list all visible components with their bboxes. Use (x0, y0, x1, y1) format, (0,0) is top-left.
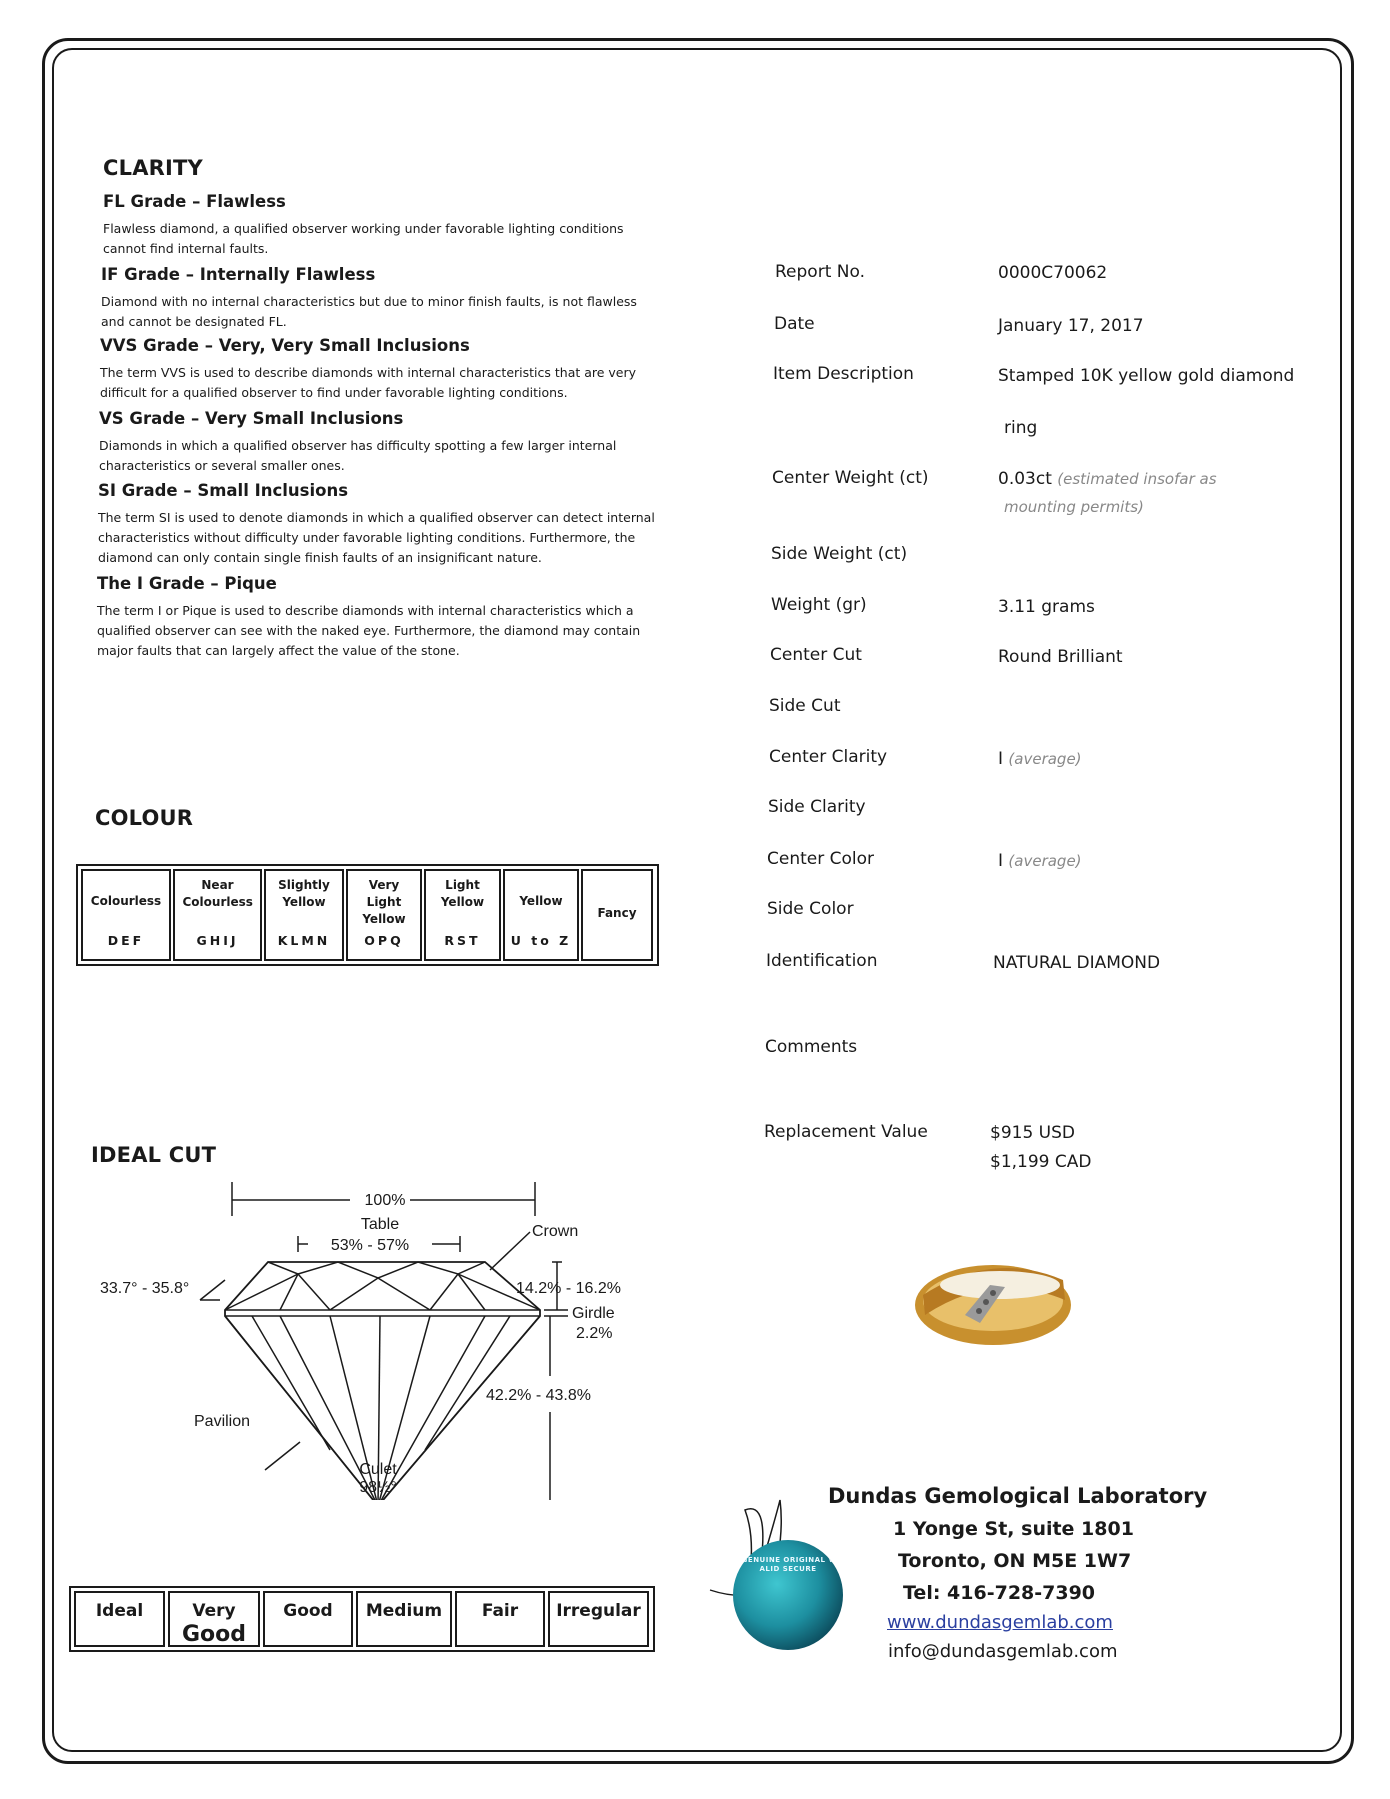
colour-grade: RST (444, 933, 481, 948)
report-value: NATURAL DIAMOND (993, 953, 1161, 973)
report-label: Side Cut (769, 696, 841, 716)
clarity-grade-title: IF Grade – Internally Flawless (101, 265, 376, 284)
lab-name: Dundas Gemological Laboratory (828, 1484, 1208, 1508)
cut-grade-cell: Irregular (548, 1591, 649, 1647)
colour-name: Near Colourless (182, 878, 253, 909)
report-label: Report No. (775, 262, 865, 282)
ideal-cut-heading: IDEAL CUT (91, 1143, 217, 1167)
colour-cell (503, 869, 579, 961)
report-label: Comments (765, 1037, 858, 1057)
cut-label-culet: Culet (359, 1461, 397, 1478)
colour-grade: KLMN (277, 933, 331, 948)
cut-grade-word: Very (192, 1601, 236, 1621)
clarity-grade-title: VVS Grade – Very, Very Small Inclusions (100, 336, 470, 355)
report-label: Item Description (773, 364, 914, 384)
colour-name: Yellow (519, 894, 563, 908)
report-label: Side Weight (ct) (771, 544, 908, 564)
cut-grade-cell-selected (168, 1591, 260, 1647)
clarity-grade-desc: Diamond with no internal characteristics but due to minor finish faults, is not flawless and cannot be designated FL. (101, 294, 637, 329)
ring-photo (905, 1245, 1080, 1355)
colour-cell (424, 869, 501, 961)
colour-name: Colourless (90, 894, 162, 908)
colour-grade: OPQ (364, 933, 404, 948)
report-value: Round Brilliant (998, 647, 1123, 667)
colour-cell (346, 869, 422, 961)
colour-grade: GHIJ (196, 933, 239, 948)
report-label: Side Clarity (768, 797, 866, 817)
cut-label-girdle-value: 2.2% (576, 1325, 613, 1342)
cut-grade-table (69, 1586, 655, 1652)
lab-address-line2: Toronto, ON M5E 1W7 (898, 1550, 1132, 1572)
clarity-grade-title: SI Grade – Small Inclusions (98, 481, 349, 500)
center-weight-value: 0.03ct (998, 469, 1052, 489)
lab-email: info@dundasgemlab.com (888, 1641, 1118, 1662)
lab-phone: Tel: 416-728-7390 (903, 1582, 1096, 1604)
colour-grade: DEF (107, 933, 145, 948)
center-weight-note-cont: mounting permits) (1004, 498, 1144, 516)
clarity-grade-desc: The term I or Pique is used to describe diamonds with internal characteristics which a qualified observer can see with the naked eye. Furthermore, the diamond may contain major faults that can largely affect the value of the stone. (97, 603, 641, 658)
clarity-grade-desc: The term VVS is used to describe diamonds with internal characteristics that are very difficult for a qualified observer to find under favorable lighting conditions. (100, 365, 637, 400)
report-value: 0000C70062 (998, 263, 1108, 283)
cut-label-crown-height: 14.2% - 16.2% (516, 1280, 621, 1297)
report-label: Center Color (767, 849, 875, 869)
clarity-grade-title: VS Grade – Very Small Inclusions (99, 409, 404, 428)
report-value (998, 469, 1217, 489)
report-value: Stamped 10K yellow gold diamond (998, 366, 1295, 386)
cut-grade-cell: Good (263, 1591, 353, 1647)
cut-label-width: 100% (364, 1192, 406, 1209)
cut-label-culet-block (354, 1461, 402, 1497)
cut-label-culet-value: 98½° (359, 1479, 397, 1496)
hologram-seal (733, 1540, 843, 1650)
colour-heading: COLOUR (95, 806, 194, 830)
report-label: Date (774, 314, 815, 334)
lab-address-line1: 1 Yonge St, suite 1801 (893, 1518, 1134, 1540)
colour-scale-table (76, 864, 659, 966)
clarity-grade-desc: The term SI is used to denote diamonds in which a qualified observer can detect internal characteristics without difficulty under favorable lighting conditions. Furthermore, the diamond can only contain single finish faults of an insignificant nature. (98, 510, 655, 565)
cut-label-crown: Crown (532, 1223, 579, 1240)
report-value (998, 749, 1082, 769)
seal-text: GENUINE ORIGINAL VALID SECURE (741, 1556, 835, 1573)
colour-cell (264, 869, 344, 961)
clarity-grade-desc: Flawless diamond, a qualified observer working under favorable lighting conditions cannot find internal faults. (103, 221, 624, 256)
center-clarity-note: (average) (1008, 750, 1082, 768)
colour-name: Very Light Yellow (362, 878, 406, 926)
colour-name: Light Yellow (440, 878, 485, 909)
replacement-value-usd: $915 USD (990, 1123, 1075, 1143)
cut-label-girdle: Girdle (572, 1305, 615, 1322)
lab-website-link[interactable]: www.dundasgemlab.com (887, 1612, 1113, 1633)
center-color-note: (average) (1008, 852, 1082, 870)
colour-cell (173, 869, 262, 961)
colour-cell (581, 869, 653, 961)
clarity-grade-title: FL Grade – Flawless (103, 192, 286, 211)
cut-grade-cell: Medium (356, 1591, 452, 1647)
cut-label-pavilion-depth: 42.2% - 43.8% (486, 1387, 591, 1404)
report-label: Center Clarity (769, 747, 888, 767)
colour-cell (81, 869, 171, 961)
report-label: Side Color (767, 899, 854, 919)
report-label: Center Weight (ct) (772, 468, 929, 488)
report-value: ring (1004, 418, 1038, 438)
clarity-grade-desc: Diamonds in which a qualified observer has difficulty spotting a few larger internal characteristics or several smaller ones. (99, 438, 617, 473)
report-value (998, 851, 1082, 871)
cut-grade-cell: Ideal (74, 1591, 165, 1647)
report-label: Replacement Value (764, 1122, 928, 1142)
colour-grade: U to Z (510, 933, 572, 948)
clarity-heading: CLARITY (103, 156, 203, 180)
colour-name: Slightly Yellow (278, 878, 330, 909)
cut-label-pavilion: Pavilion (194, 1413, 251, 1430)
report-value: January 17, 2017 (998, 316, 1144, 336)
cut-grade-cell: Fair (455, 1591, 545, 1647)
colour-name: Fancy (597, 905, 637, 920)
center-weight-note: (estimated insofar as (1057, 470, 1217, 488)
clarity-grade-title: The I Grade – Pique (97, 574, 277, 593)
report-label: Weight (gr) (771, 595, 867, 615)
report-value: 3.11 grams (998, 597, 1095, 617)
cut-grade-word-handwritten: Good (181, 1622, 247, 1647)
replacement-value-cad: $1,199 CAD (990, 1152, 1092, 1172)
report-label: Identification (766, 951, 878, 971)
cut-label-table: Table (360, 1216, 400, 1233)
cut-label-crown-angle: 33.7° - 35.8° (100, 1280, 190, 1297)
report-label: Center Cut (770, 645, 862, 665)
diamond-cut-diagram (80, 1170, 680, 1500)
center-color-value: I (998, 851, 1004, 871)
center-clarity-value: I (998, 749, 1004, 769)
cut-label-table-range: 53% - 57% (330, 1237, 410, 1254)
